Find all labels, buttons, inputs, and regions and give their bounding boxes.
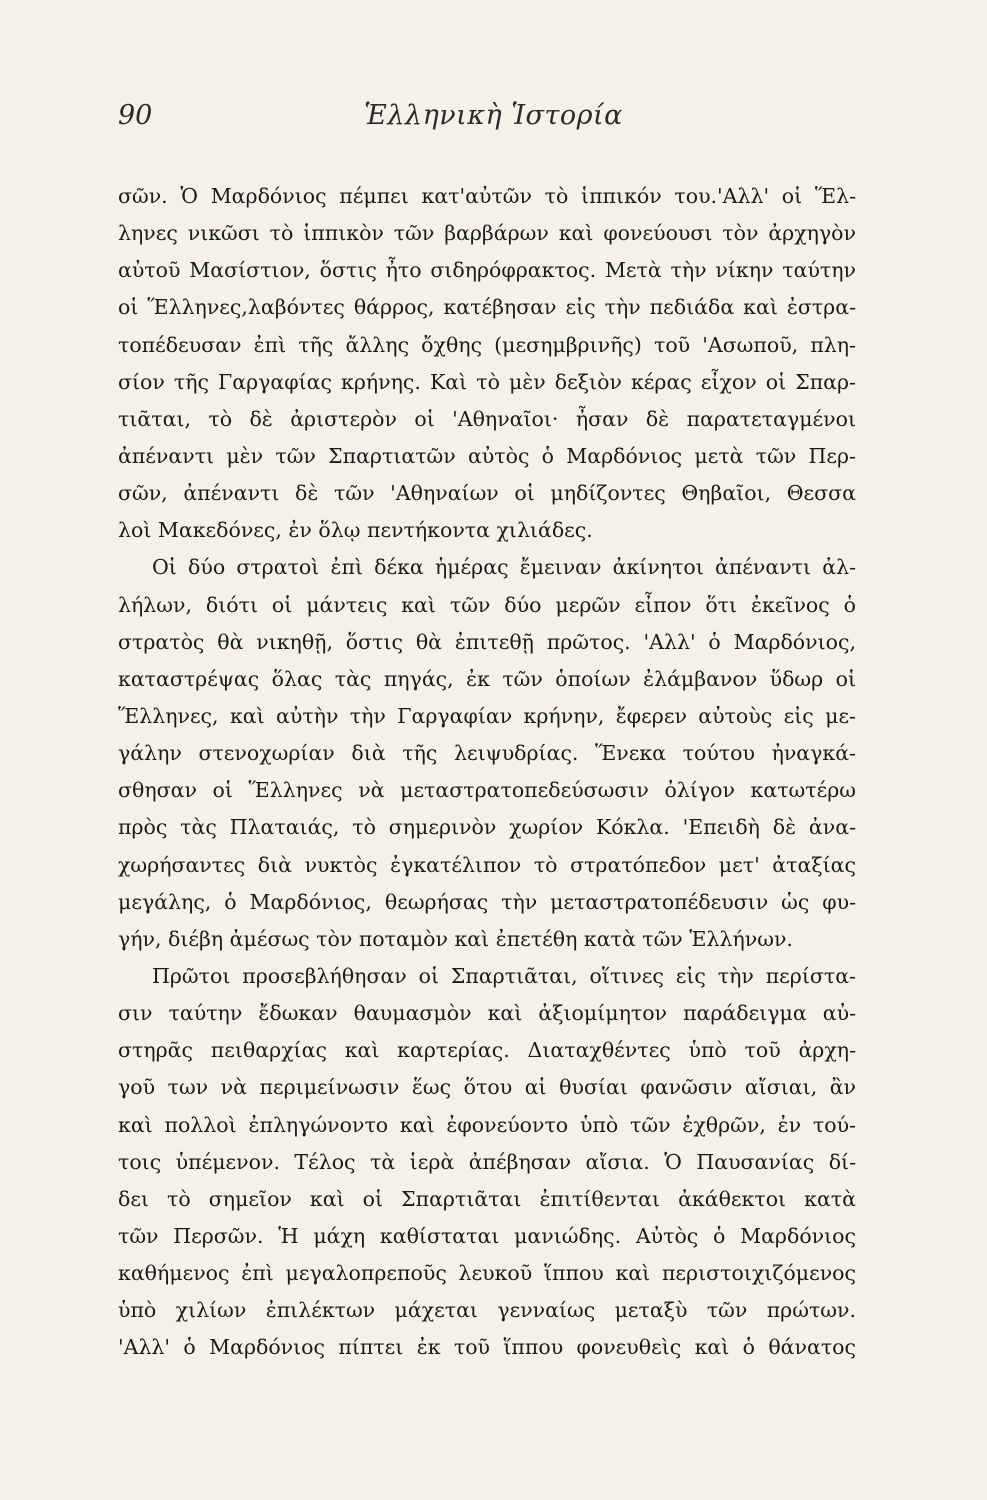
paragraph-first-line: Πρῶτοι προσεβλήθησαν οἱ Σπαρτιᾶται, οἵτινες εἰς τὴν περίστα- [152, 963, 856, 988]
running-title: Ἑλληνικὴ Ἱστορία [364, 100, 623, 131]
text-line: λοὶ Μακεδόνες, ἐν ὅλῳ πεντήκοντα χιλιάδες. [118, 518, 593, 543]
text-line: σθησαν οἱ Ἕλληνες νὰ μεταστρατοπεδεύσωσιν ὀλίγον κατωτέρω [118, 778, 856, 803]
text-line: καθήμενος ἐπὶ μεγαλοπρεποῦς λευκοῦ ἵππου καὶ περιστοιχιζόμενος [118, 1261, 856, 1286]
text-line: τιᾶται, τὸ δὲ ἀριστερὸν οἱ 'Αθηναῖοι· ἦσαν δὲ παρατεταγμένοι [118, 406, 856, 431]
text-line: ὑπὸ χιλίων ἐπιλέκτων μάχεται γενναίως μεταξὺ τῶν πρώτων. [118, 1298, 856, 1323]
text-line: γάλην στενοχωρίαν διὰ τῆς λειψυδρίας. Ἕνεκα τούτου ἠναγκά- [118, 741, 856, 766]
text-line: λήλων, διότι οἱ μάντεις καὶ τῶν δύο μερῶν εἶπον ὅτι ἐκεῖνος ὁ [118, 592, 856, 617]
text-line: χωρήσαντες διὰ νυκτὸς ἐγκατέλιπον τὸ στρατόπεδον μετ' ἀταξίας [118, 852, 856, 877]
text-line: καὶ πολλοὶ ἐπληγώνοντο καὶ ἐφονεύοντο ὑπὸ τῶν ἐχθρῶν, ἐν τού- [118, 1112, 856, 1137]
text-line: σῶν, ἀπέναντι δὲ τῶν 'Αθηναίων οἱ μηδίζοντες Θηβαῖοι, Θεσσα [118, 481, 856, 506]
text-line: δει τὸ σημεῖον καὶ οἱ Σπαρτιᾶται ἐπιτίθενται ἀκάθεκτοι κατὰ [118, 1186, 856, 1211]
page-header [0, 100, 987, 140]
text-line: ἀπέναντι μὲν τῶν Σπαρτιατῶν αὐτὸς ὁ Μαρδόνιος μετὰ τῶν Περ- [118, 443, 856, 468]
text-line: στηρᾶς πειθαρχίας καὶ καρτερίας. Διαταχθέντες ὑπὸ τοῦ ἀρχη- [118, 1038, 856, 1063]
text-line: Ἕλληνες, καὶ αὐτὴν τὴν Γαργαφίαν κρήνην, ἔφερεν αὐτοὺς εἰς με- [118, 703, 856, 728]
text-line: μεγάλης, ὁ Μαρδόνιος, θεωρήσας τὴν μεταστρατοπέδευσιν ὡς φυ- [118, 889, 856, 914]
text-line: αὐτοῦ Μασίστιον, ὅστις ἦτο σιδηρόφρακτος. Μετὰ τὴν νίκην ταύτην [118, 258, 856, 283]
body-text [118, 178, 856, 1367]
text-line: πρὸς τὰς Πλαταιάς, τὸ σημερινὸν χωρίον Κόκλα. 'Επειδὴ δὲ ἀνα- [118, 815, 856, 840]
text-line: γοῦ των νὰ περιμείνωσιν ἕως ὅτου αἱ θυσίαι φανῶσιν αἴσιαι, ἂν [118, 1075, 856, 1100]
text-line: τοις ὑπέμενον. Τέλος τὰ ἱερὰ ἀπέβησαν αἴσια. Ὁ Παυσανίας δί- [118, 1149, 856, 1174]
page-number: 90 [118, 100, 153, 131]
text-line: σίον τῆς Γαργαφίας κρήνης. Καὶ τὸ μὲν δεξιὸν κέρας εἶχον οἱ Σπαρ- [118, 369, 856, 394]
text-line: 'Αλλ' ὁ Μαρδόνιος πίπτει ἐκ τοῦ ἵππου φονευθεὶς καὶ ὁ θάνατος [118, 1335, 856, 1360]
text-line: ληνες νικῶσι τὸ ἱππικὸν τῶν βαρβάρων καὶ φονεύουσι τὸν ἀρχηγὸν [118, 221, 856, 246]
text-line: οἱ Ἕλληνες,λαβόντες θάρρος, κατέβησαν εἰς τὴν πεδιάδα καὶ ἐστρα- [118, 295, 856, 320]
text-line: καταστρέψας ὅλας τὰς πηγάς, ἐκ τῶν ὁποίων ἐλάμβανον ὕδωρ οἱ [118, 666, 856, 691]
text-line: τῶν Περσῶν. Ἡ μάχη καθίσταται μανιώδης. Αὐτὸς ὁ Μαρδόνιος [118, 1223, 856, 1248]
text-line: γήν, διέβη ἀμέσως τὸν ποταμὸν καὶ ἐπετέθη κατὰ τῶν Ἑλλήνων. [118, 926, 793, 951]
text-line: σῶν. Ὁ Μαρδόνιος πέμπει κατ'αὐτῶν τὸ ἱππικόν του.'Αλλ' οἱ Ἕλ- [118, 184, 856, 208]
text-line: στρατὸς θὰ νικηθῇ, ὅστις θὰ ἐπιτεθῇ πρῶτος. 'Αλλ' ὁ Μαρδόνιος, [118, 629, 856, 654]
paragraph-first-line: Οἱ δύο στρατοὶ ἐπὶ δέκα ἡμέρας ἔμειναν ἀκίνητοι ἀπέναντι ἀλ- [152, 555, 856, 580]
text-line: σιν ταύτην ἔδωκαν θαυμασμὸν καὶ ἀξιομίμητον παράδειγμα αὐ- [118, 1001, 856, 1026]
text-line: τοπέδευσαν ἐπὶ τῆς ἄλλης ὄχθης (μεσημβρινῆς) τοῦ 'Ασωποῦ, πλη- [118, 332, 856, 357]
